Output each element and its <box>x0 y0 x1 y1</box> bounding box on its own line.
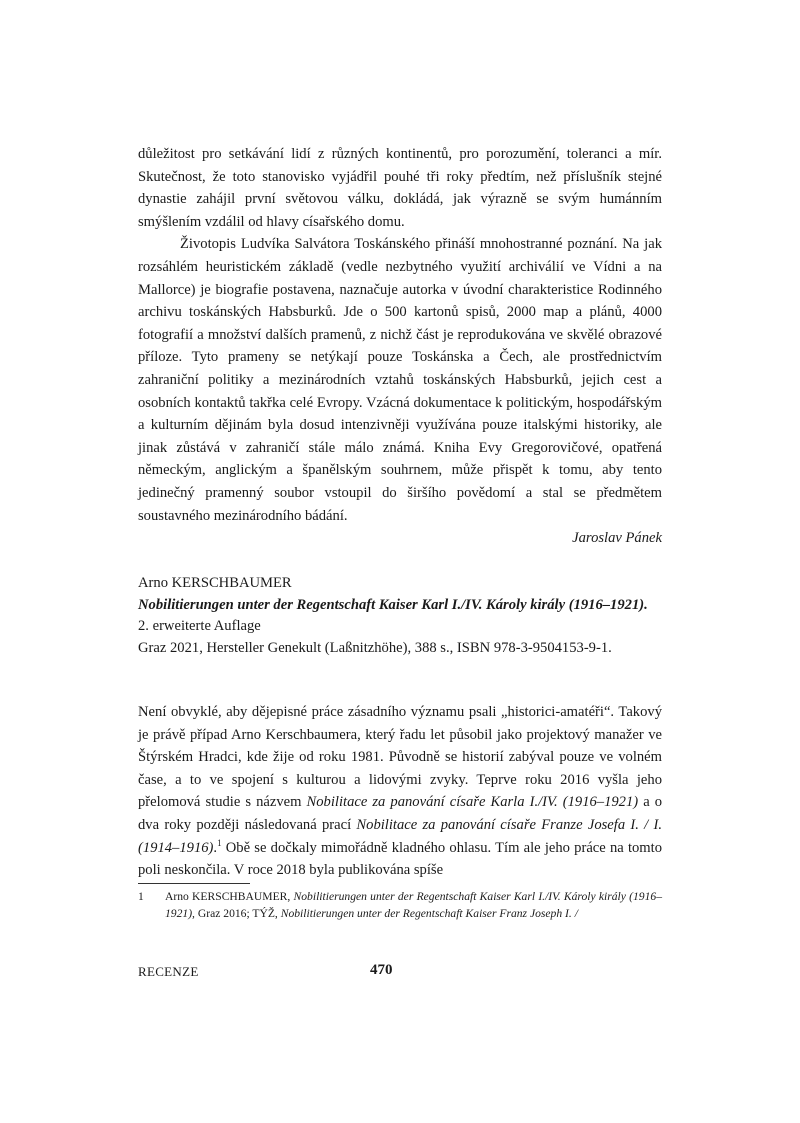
text-run: a o dva roky později následovaná prací <box>138 794 663 833</box>
entry-imprint: Graz 2021, Hersteller Genekult (Laßnitzhöhe), 388 s., ISBN 978-3-9504153-9-1. <box>138 639 612 656</box>
text-run: Není obvyklé, aby dějepisné práce zásadního významu psali „historici-amatéři“. Takový je právě případ Arno Kerschbaumera, který řadu let působil jako projektový manažer ve Štýrském Hradci, kde žije od roku 1981. Původně se historií zabýval pouze ve volném čase, a to ve spojení s kulturou a lidovými zvyky. Teprve roku 2016 vyšla jeho přelomová studie s názvem <box>138 704 662 811</box>
text-run: . <box>213 839 218 856</box>
cited-title: Nobilitierungen unter der Regentschaft Kaiser Karl I./IV. Károly király (1916–1921), <box>165 890 662 920</box>
running-footer-section: RECENZE <box>138 964 199 979</box>
entry-edition: 2. erweiterte Auflage <box>138 618 261 634</box>
paragraph-1: důležitost pro setkávání lidí z různých kontinentů, pro porozumění, toleranci a mír. Skutečnost, že toto stanovisko vyjádřil pouhé tři roky předtím, než příslušník stejné dynastie zahájil první světovou válku, dokládá, jak výrazně se svým humánním smýšlením vzdálil od hlavy císařského domu. <box>138 146 662 230</box>
footnote <box>138 888 662 922</box>
cited-title: Nobilitace za panování císaře Karla I./IV. (1916–1921) <box>306 794 639 811</box>
bibliographic-entry <box>138 573 662 659</box>
entry-title: Nobilitierungen unter der Regentschaft Kaiser Karl I./IV. Károly király (1916–1921). <box>138 596 648 613</box>
footnote-number: 1 <box>138 890 144 903</box>
footnote-reference[interactable]: 1 <box>217 837 222 848</box>
text-run: Graz 2016; TÝŽ, <box>194 907 281 920</box>
review-paragraph <box>138 701 662 882</box>
reviewer-signature: Jaroslav Pánek <box>572 530 662 547</box>
review-continuation <box>138 143 662 550</box>
text-run: Arno KERSCHBAUMER, <box>165 890 294 903</box>
cited-title: Nobilitierungen unter der Regentschaft Kaiser Franz Joseph I. / <box>280 907 578 920</box>
text-run: Obě se dočkaly mimořádně kladného ohlasu. Tím ale jeho práce na tomto poli neskončila. V roce 2018 byla publikována spíše <box>138 839 662 879</box>
entry-author: Arno KERSCHBAUMER <box>138 575 292 591</box>
footnote-text <box>165 888 662 922</box>
page-number: 470 <box>370 962 393 978</box>
paragraph-2: Životopis Ludvíka Salvátora Toskánského přináší mnohostranné poznání. Na jak rozsáhlém heuristickém základě (vedle nezbytného využití archiválií ve Vídni a na Mallorce) je biografie postavena, naznačuje autorka v úvodní charakteristice Rodinného archivu toskánských Habsburků. Jde o 500 kartonů spisů, 2000 map a plánů, 4000 fotografií a množství dalších pramenů, z nichž část je reprodukována ve skvělé obrazové příloze. Tyto prameny se netýkají pouze Toskánska a Čech, ale prostřednictvím zahraniční politiky a mezinárodních vztahů toskánských Habsburků, jejich cest a osobních kontaktů takřka celé Evropy. Vzácná dokumentace k politickým, hospodářským a kulturním dějinám byla dosud intenzivněji využívána pouze italskými historiky, ale jinak zůstává v zahraničí stále málo známá. Kniha Evy Gregorovičové, opatřená německým, anglickým a španělským souhrnem, může přispět k tomu, aby tento jedinečný pramenný soubor vstoupil do širšího povědomí a stal se předmětem soustavného mezinárodního bádání. <box>138 236 662 524</box>
cited-title: Nobilitace za panování císaře Franze Josefa I. / I. (1914–1916) <box>138 816 663 856</box>
footnote-divider <box>138 883 250 884</box>
review-body <box>138 701 662 882</box>
